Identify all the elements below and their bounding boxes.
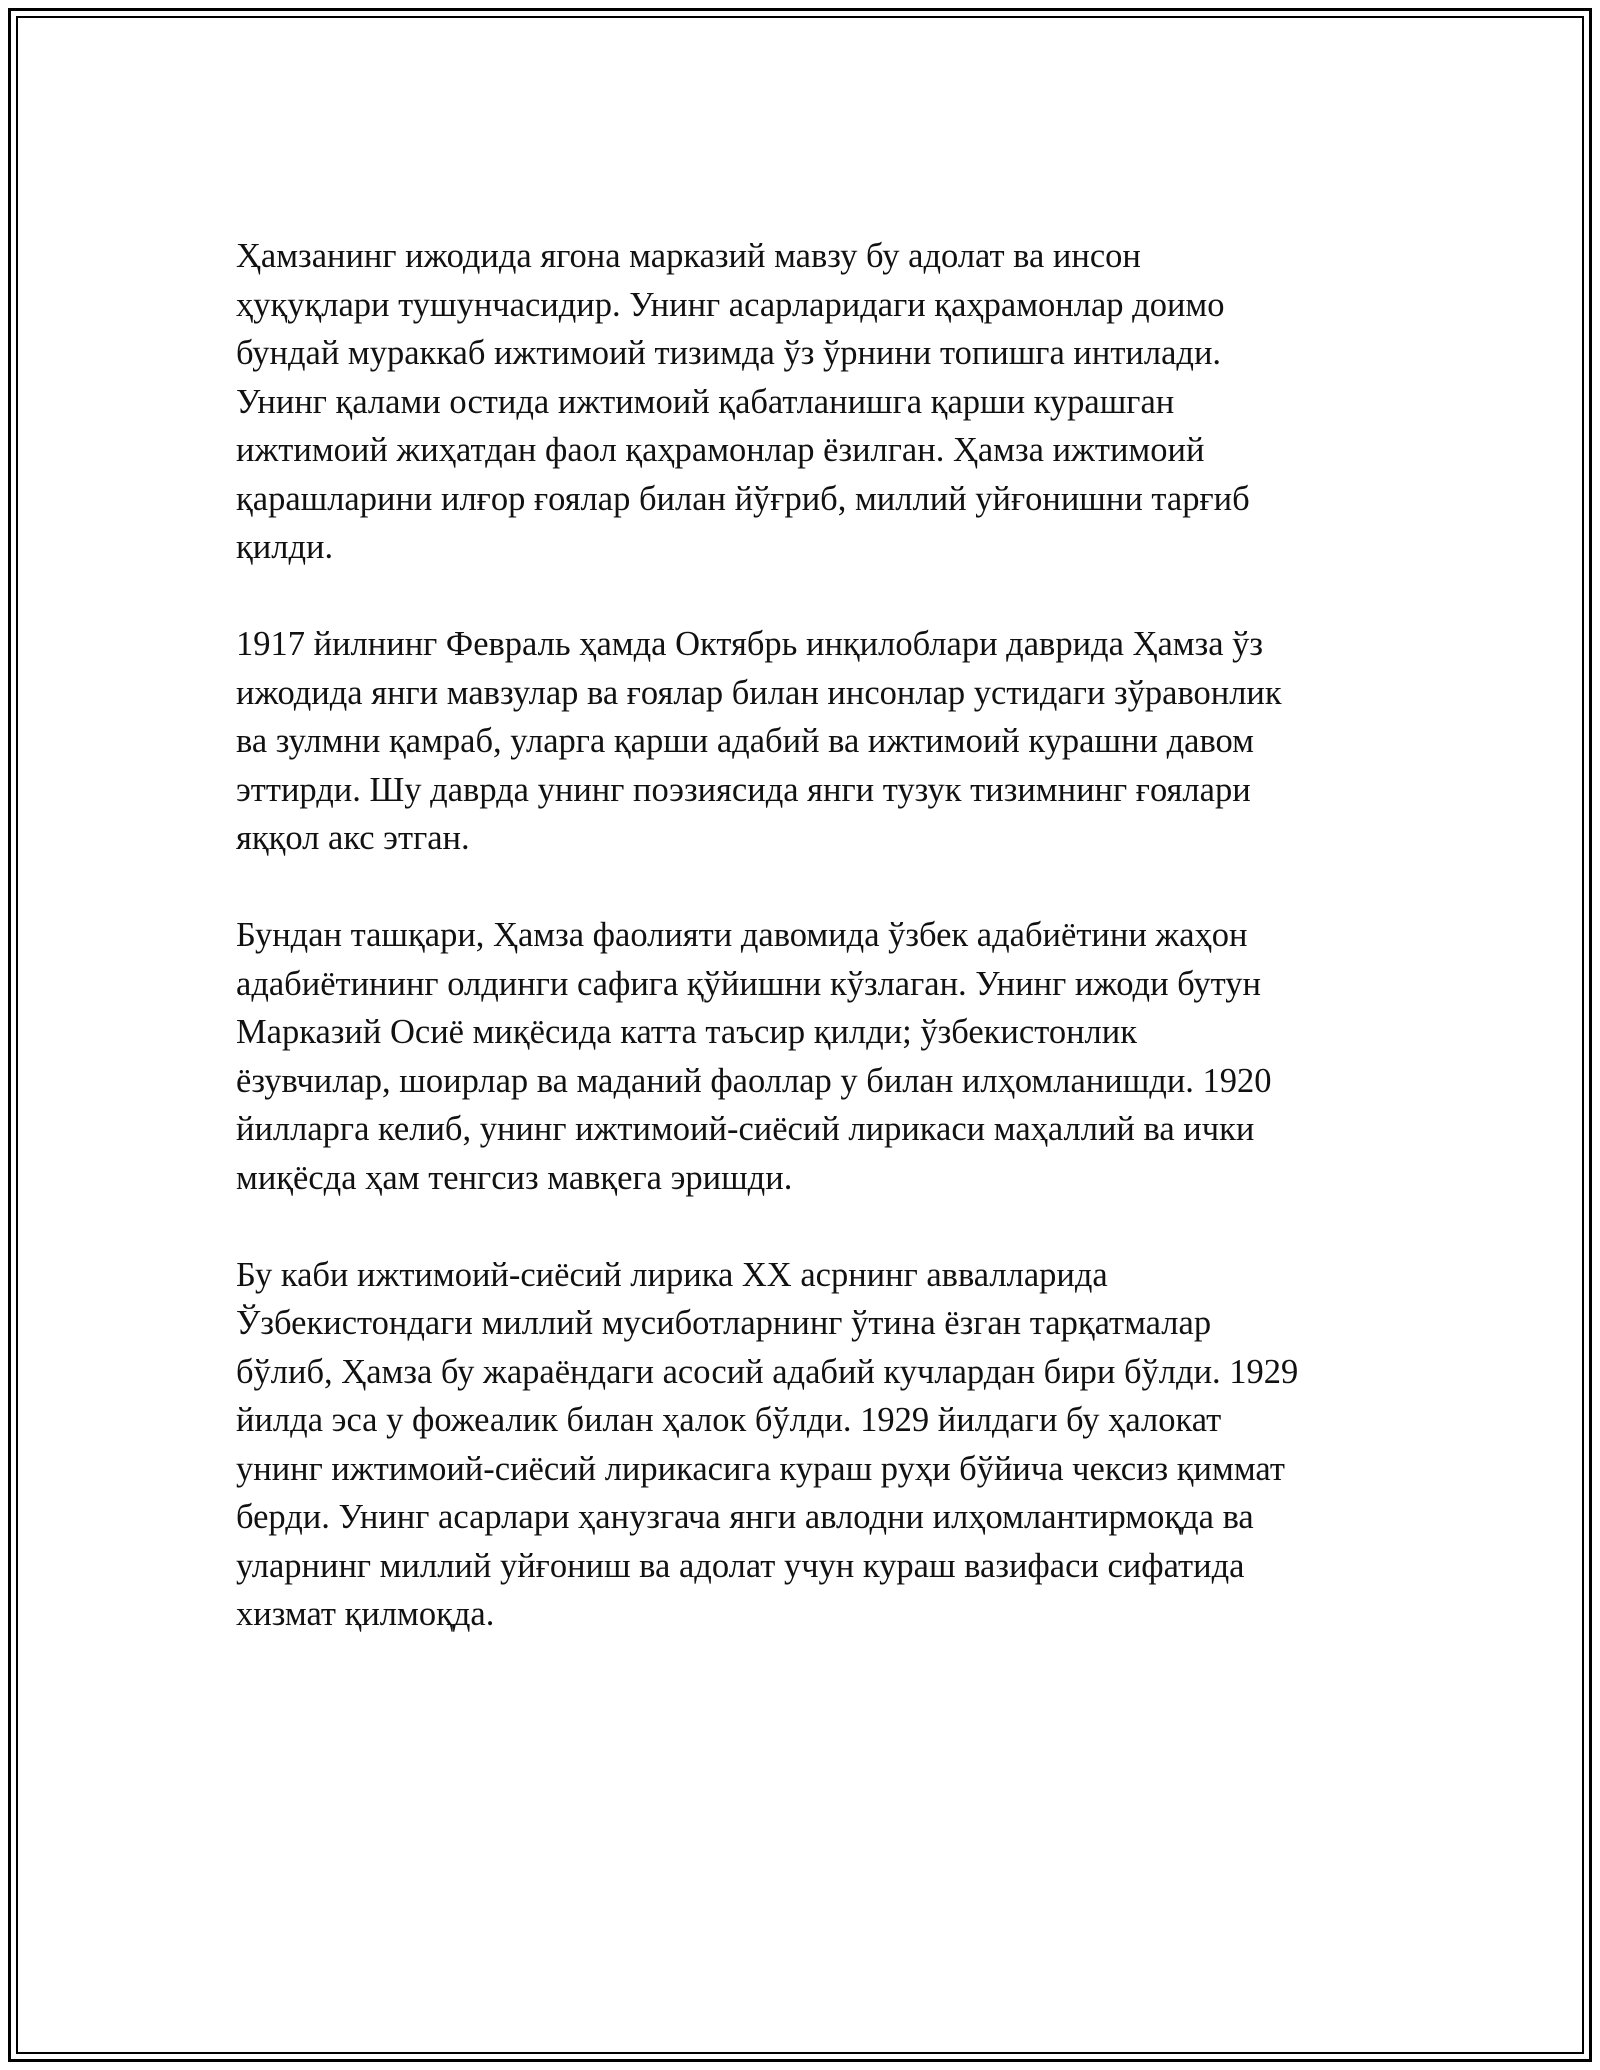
text-line: миқёсда ҳам тенгсиз мавқега эришди.	[236, 1158, 793, 1197]
text-line: яққол акс этган.	[236, 819, 470, 857]
paragraph-3	[236, 911, 1386, 1202]
text-line: Марказий Осиё миқёсида катта таъсир қилди; ўзбекистонлик	[236, 1013, 1137, 1051]
text-line: эттирди. Шу даврда унинг поэзиясида янги тузук тизимнинг ғоялари	[236, 770, 1251, 809]
paragraph-4	[236, 1251, 1386, 1639]
text-line: ижодида янги мавзулар ва ғоялар билан инсонлар устидаги зўравонлик	[236, 673, 1282, 712]
text-line: ва зулмни қамраб, уларга қарши адабий ва ижтимоий курашни давом	[236, 722, 1254, 760]
text-line: қилди.	[236, 528, 334, 566]
text-line: унинг ижтимоий-сиёсий лирикасига кураш руҳи бўйича чексиз қиммат	[236, 1449, 1285, 1488]
paragraph-2	[236, 620, 1386, 863]
text-line: ёзувчилар, шоирлар ва маданий фаоллар у билан илҳомланишди. 1920	[236, 1061, 1272, 1100]
text-line: адабиётининг олдинги сафига қўйишни кўзлаган. Унинг ижоди бутун	[236, 964, 1262, 1003]
text-line: йилда эса у фожеалик билан ҳалок бўлди. 1929 йилдаги бу ҳалокат	[236, 1401, 1222, 1439]
text-line: бўлиб, Ҳамза бу жараёндаги асосий адабий кучлардан бири бўлди. 1929	[236, 1352, 1299, 1391]
text-line: йилларга келиб, унинг ижтимоий-сиёсий лирикаси маҳаллий ва ички	[236, 1110, 1255, 1148]
paragraph-1	[236, 232, 1386, 572]
text-line: қарашларини илғор ғоялар билан йўғриб, миллий уйғонишни тарғиб	[236, 479, 1250, 518]
text-line: Бундан ташқари, Ҳамза фаолияти давомида ўзбек адабиётини жаҳон	[236, 916, 1248, 954]
text-line: Унинг қалами остида ижтимоий қабатланишга қарши курашган	[236, 382, 1175, 421]
text-line: Бу каби ижтимоий-сиёсий лирика XX асрнинг аввалларида	[236, 1255, 1108, 1294]
document-body	[236, 232, 1386, 1687]
text-line: Ўзбекистондаги миллий мусиботларнинг ўтина ёзган тарқатмалар	[236, 1304, 1212, 1342]
text-line: 1917 йилнинг Февраль ҳамда Октябрь инқилоблари даврида Ҳамза ўз	[236, 625, 1264, 663]
text-line: Ҳамзанинг ижодида ягона марказий мавзу бу адолат ва инсон	[236, 237, 1141, 275]
text-line: берди. Унинг асарлари ҳанузгача янги авлодни илҳомлантирмоқда ва	[236, 1498, 1254, 1536]
text-line: хизмат қилмоқда.	[236, 1595, 495, 1633]
text-line: бундай мураккаб ижтимоий тизимда ўз ўрнини топишга интилади.	[236, 334, 1222, 372]
text-line: ҳуқуқлари тушунчасидир. Унинг асарларидаги қаҳрамонлар доимо	[236, 285, 1225, 324]
text-line: ижтимоий жиҳатдан фаол қаҳрамонлар ёзилган. Ҳамза ижтимоий	[236, 431, 1205, 469]
text-line: уларнинг миллий уйғониш ва адолат учун кураш вазифаси сифатида	[236, 1546, 1245, 1585]
